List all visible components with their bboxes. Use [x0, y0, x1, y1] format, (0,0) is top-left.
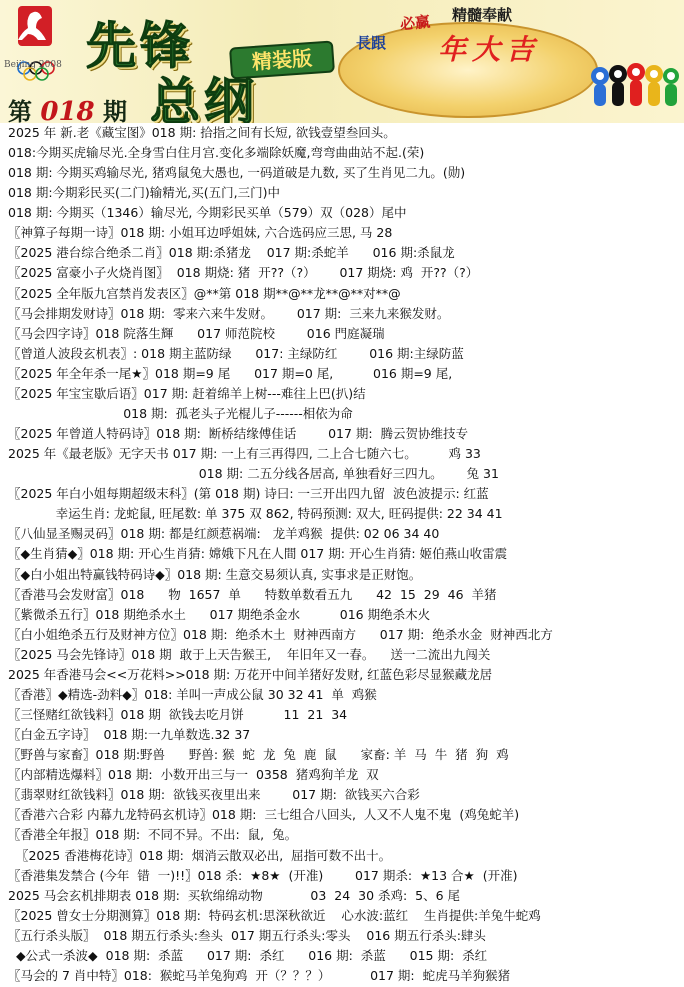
content-line: 〖白小姐绝杀五行及财神方位〗018 期: 绝杀木土 财神西南方 017 期: 绝杀水金 财神西北方 [8, 626, 553, 642]
content-line: 〖2025 年宝宝歇后语〗017 期: 赶着绵羊上树---难往上巴(扒)结 [8, 385, 366, 401]
content-line: 〖马会的 7 肖中特〗018: 猴蛇马羊兔狗鸡 开（？？？） 017 期: 蛇虎马羊狗猴猪 [8, 967, 511, 983]
content-line: 018 期: 孤老头子光棍儿子------相依为命 [8, 405, 353, 421]
content-line: 〖野兽与家畜〗018 期:野兽 野兽: 猴 蛇 龙 兔 鹿 鼠 家畜: 羊 马 牛 猪 狗 鸡 [8, 747, 509, 763]
content-line: 〖马会排期发财诗〗018 期: 零来六来牛发财。 017 期: 三来九来猴发财。 [8, 305, 450, 321]
content-line: 018 期: 今期买（1346）输尽光, 今期彩民买单（579）双（028）尾中 [8, 205, 407, 221]
content-line: 〖2025 马会先锋诗〗018 期 敢于上天告猴王, 年旧年又一春。 送一二流出九闯关 [8, 646, 491, 662]
content-line: 2025 年《最老版》无字天书 017 期: 一上有三再得四, 二上合七随六七。 鸡 33 [8, 446, 481, 462]
content-line: 〖马会四字诗〗018 院落生輝 017 师范院校 016 門庭凝瑞 [8, 325, 385, 341]
banner-title-top: 先锋 [86, 16, 194, 75]
content-line: 〖2025 曾女士分期测算〗018 期: 特码玄机:思深秋欲近 心水波:蓝红 生肖提供:羊兔牛蛇鸡 [8, 907, 541, 923]
content-line: 〖2025 富豪小子火烧肖图〗 018 期烧: 猪 开??（?） 017 期烧: 鸡 开??（?） [8, 265, 479, 281]
content-line: 〖2025 年曾道人特码诗〗018 期: 断桥结缘傅佳话 017 期: 腾云贺协维技专 [8, 426, 469, 442]
beijing-2008-logo-icon [8, 4, 78, 82]
content-line: 018 期: 今期买鸡输尽光, 猪鸡鼠兔大愚也, 一码道破是九数, 买了生肖见二九。(勋) [8, 165, 466, 181]
olympic-logo-text: Beijing 2008 [4, 60, 62, 70]
content-line: 〖内部精选爆料〗018 期: 小数开出三与一 0358 猪鸡狗羊龙 双 [8, 767, 379, 783]
content-line: ◆公式一杀波◆ 018 期: 杀蓝 017 期: 杀红 016 期: 杀蓝 015 期: 杀红 [8, 947, 488, 963]
slogan-master: 年大吉 [438, 33, 541, 66]
content-line: 〖2025 年全年杀一尾★〗018 期=9 尾 017 期=0 尾, 016 期=9 尾, [8, 365, 453, 381]
content-line: 〖2025 港台综合绝杀二肖〗018 期:杀猪龙 017 期:杀蛇羊 016 期:杀鼠龙 [8, 245, 455, 261]
content-line: 〖香港〗◆精选-劲料◆〗018: 羊叫一声成公鼠 30 32 41 单 鸡猴 [8, 686, 377, 702]
content-line: 〖2025 香港梅花诗〗018 期: 烟消云散双必出, 屈指可数不出十。 [8, 847, 392, 863]
issue-suffix: 期 [103, 97, 127, 123]
content-line: 〖神算子每期一诗〗018 期: 小姐耳边呼姐妹, 六合选码应三思, 马 28 [8, 225, 393, 241]
content-line: 2025 马会玄机排期表 018 期: 买软绵绵动物 03 24 30 杀鸡: 5、6 尾 [8, 887, 461, 903]
slogan-win: 必赢 [399, 12, 431, 34]
content-line: 幸运生肖: 龙蛇鼠, 旺尾数: 单 375 双 862, 特码预测: 双大, 旺码提供: 22 34 41 [8, 506, 503, 522]
content-line: 〖三怪赌红欲钱料〗018 期 欲钱去吃月饼 11 21 34 [8, 707, 348, 723]
content-line: 〖八仙显圣赐灵码〗018 期: 都是红颜惹祸端: 龙羊鸡猴 提供: 02 06 34 40 [8, 526, 440, 542]
content-line: 〖曾道人波段玄机表〗: 018 期主蓝防绿 017: 主绿防红 016 期:主绿防蓝 [8, 345, 464, 361]
content-line: 〖香港全年报〗018 期: 不同不异。不出: 鼠, 兔。 [8, 827, 298, 843]
slogan-follow: 長跟 [356, 34, 387, 52]
content-line: 〖香港马会发财富〗018 物 1657 单 特数单数看五九 42 15 29 46 羊猪 [8, 586, 497, 602]
mascots-icon [588, 56, 680, 116]
content-line: 〖五行杀头版〗 018 期五行杀头:叁头 017 期五行杀头:零头 016 期五行杀头:肆头 [8, 927, 486, 943]
content-line: 2025 年 新.老《藏宝图》018 期: 拾指之间有长短, 欲钱壹望叁回头。 [8, 125, 396, 140]
issue-number [8, 92, 127, 123]
content-line: 〖白金五字诗〗 018 期:一九单数选.32 37 [8, 727, 251, 743]
content-line: 018:今期买虎输尽光.全身雪白住月宫.变化多端除妖魔,弯弯曲曲站不起.(荣) [8, 145, 425, 161]
content-line: 〖2025 全年版九宫禁肖发表区〗@**第 018 期**@**龙**@**对**@ [8, 285, 401, 301]
content-line: 〖香港六合彩 内幕九龙特码玄机诗〗018 期: 三七组合八回头, 人又不人鬼不鬼 (鸡兔蛇羊) [8, 807, 520, 823]
edition-badge: 精装版 [229, 40, 335, 79]
content-line: 〖香港集发禁合 (今年 错 一)!!〗018 杀: ★8★ (开准) 017 期杀: ★13 合★ (开准) [8, 867, 518, 883]
banner-title-bottom: 总纲 [150, 72, 258, 123]
issue-number-value: 018 [40, 97, 95, 123]
content-line: 018 期:今期彩民买(二门)输精光,买(五门,三门)中 [8, 185, 280, 201]
content-line: 〖翡翠财红欲钱料〗018 期: 欲钱买夜里出来 017 期: 欲钱买六合彩 [8, 787, 420, 803]
content-line: 〖◆生肖猜◆〗018 期: 开心生肖猜: 嫦娥下凡在人間 017 期: 开心生肖猜: 姬伯燕山收雷震 [8, 546, 508, 562]
content-line: 〖◆白小姐出特赢钱特码诗◆〗018 期: 生意交易须认真, 实事求是正财饱。 [8, 566, 422, 582]
issue-prefix: 第 [8, 97, 32, 123]
content-line: 2025 年香港马会<<万花料>>018 期: 万花开中间羊猪好发财, 红蓝色彩尽显猴藏龙居 [8, 666, 493, 682]
header-banner [0, 0, 684, 123]
content-line: 〖2025 年白小姐每期超级末科〗(第 018 期) 诗曰: 一三开出四九留 波色波提示: 红蓝 [8, 486, 489, 502]
slogan-fine: 精髓奉献 [452, 6, 513, 24]
content-line: 018 期: 二五分线各居高, 单独看好三四九。 兔 31 [8, 466, 499, 482]
content-line: 〖紫微杀五行〗018 期绝杀水土 017 期绝杀金水 016 期绝杀木火 [8, 606, 431, 622]
